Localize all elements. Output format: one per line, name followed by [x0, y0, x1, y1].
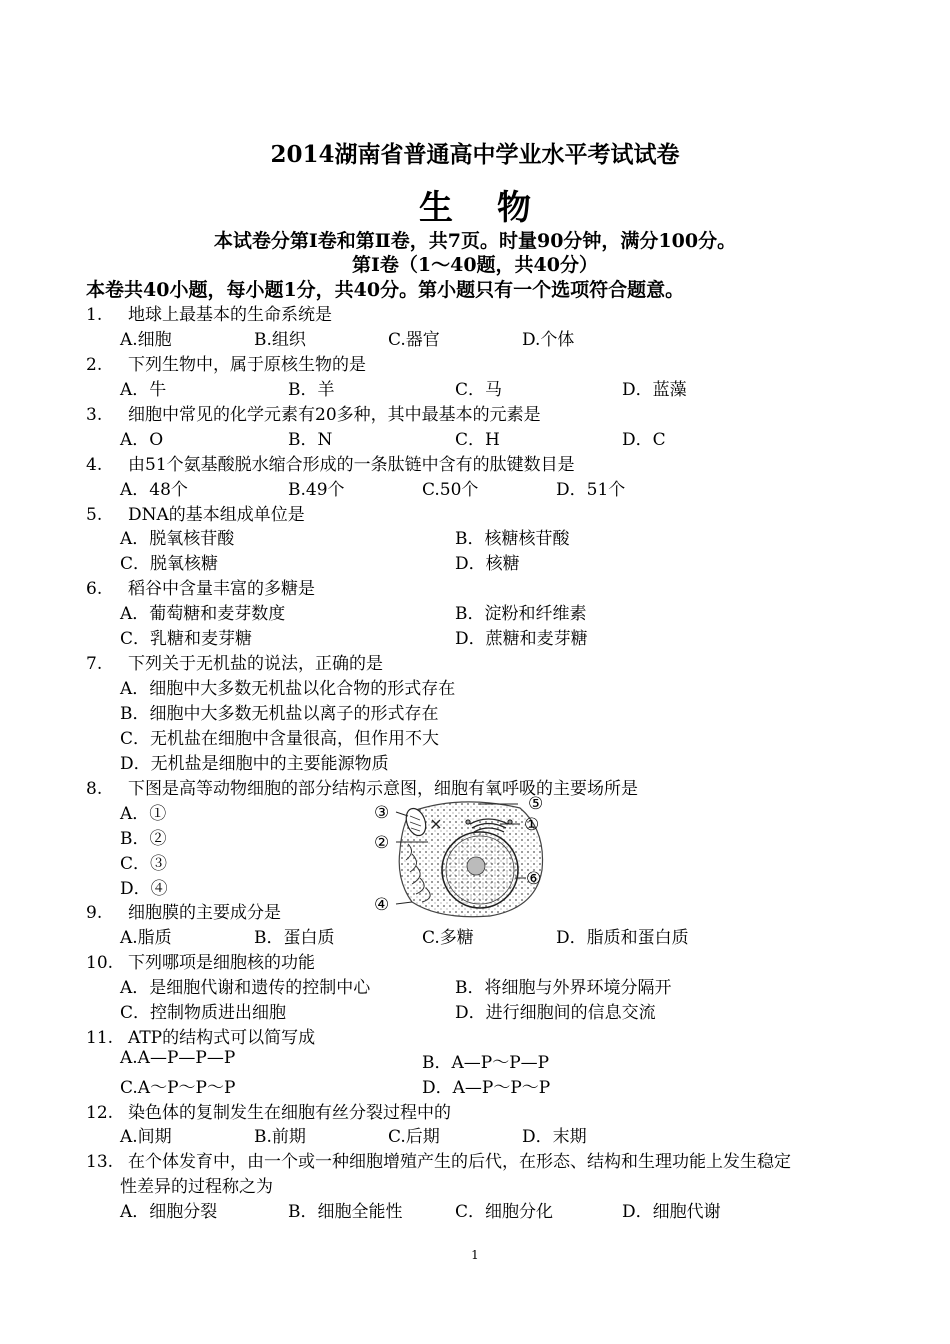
option: D．④ [120, 879, 168, 899]
option: D．无机盐是细胞中的主要能源物质 [120, 754, 389, 774]
option: A．48个 [120, 480, 188, 500]
option: D．脂质和蛋白质 [556, 928, 689, 948]
question-stem: 8. 下图是高等动物细胞的部分结构示意图，细胞有氧呼吸的主要场所是 [86, 779, 638, 799]
option: B．N [288, 430, 333, 450]
option: B．② [120, 829, 167, 849]
question-stem: 3. 细胞中常见的化学元素有20多种，其中最基本的元素是 [86, 405, 541, 425]
option: D．51个 [556, 480, 626, 500]
animal-cell-diagram [370, 790, 550, 920]
question-stem: 4. 由51个氨基酸脱水缩合形成的一条肽链中含有的肽键数目是 [86, 455, 575, 475]
option: B．淀粉和纤维素 [455, 604, 587, 624]
option: B．细胞中大多数无机盐以离子的形式存在 [120, 704, 439, 724]
question-stem: 9. 细胞膜的主要成分是 [86, 903, 281, 923]
option: C.50个 [422, 480, 479, 500]
option: C.A～P～P～P [120, 1078, 236, 1098]
option: D．C [622, 430, 666, 450]
option: A.细胞 [120, 330, 172, 350]
label-4: ④ [374, 895, 390, 915]
option: C．控制物质进出细胞 [120, 1003, 287, 1023]
option: D．A—P～P～P [422, 1078, 551, 1098]
option: B.前期 [254, 1127, 306, 1147]
option: C．③ [120, 854, 168, 874]
option: C．马 [455, 380, 503, 400]
option: D．进行细胞间的信息交流 [455, 1003, 656, 1023]
option: A．牛 [120, 380, 167, 400]
question-stem: 6. 稻谷中含量丰富的多糖是 [86, 579, 315, 599]
option: B．A—P～P—P [422, 1053, 550, 1073]
subject-title: 生物 [419, 188, 575, 228]
option: C.多糖 [422, 928, 474, 948]
nucleolus [467, 857, 485, 875]
option: A．O [120, 430, 164, 450]
option: A.A—P—P—P [120, 1048, 236, 1068]
label-6: ⑥ [526, 869, 542, 889]
question-stem-continued: 性差异的过程称之为 [120, 1177, 273, 1197]
option: A．① [120, 804, 167, 824]
option: B．将细胞与外界环境分隔开 [455, 978, 672, 998]
option: A．是细胞代谢和遗传的控制中心 [120, 978, 371, 998]
option: A．细胞分裂 [120, 1202, 218, 1222]
option: A．细胞中大多数无机盐以化合物的形式存在 [120, 679, 456, 699]
question-stem: 13. 在个体发育中，由一个或一种细胞增殖产生的后代，在形态、结构和生理功能上发生稳定 [86, 1152, 791, 1172]
option: A．葡萄糖和麦芽数度 [120, 604, 286, 624]
exam-info: 本试卷分第Ⅰ卷和第Ⅱ卷，共7页。时量90分钟，满分100分。 [213, 230, 737, 252]
option: C．无机盐在细胞中含量很高，但作用不大 [120, 729, 440, 749]
question-stem: 7. 下列关于无机盐的说法，正确的是 [86, 654, 383, 674]
option: B．细胞全能性 [288, 1202, 403, 1222]
option: A．脱氧核苷酸 [120, 529, 235, 549]
option: B．核糖核苷酸 [455, 529, 570, 549]
exam-title: 2014湖南省普通高中学业水平考试试卷 [270, 141, 680, 168]
option: D.个体 [522, 330, 575, 350]
option: B.49个 [288, 480, 345, 500]
option: B.组织 [254, 330, 306, 350]
page-number: 1 [471, 1248, 479, 1262]
option: C．H [455, 430, 500, 450]
option: B．蛋白质 [254, 928, 335, 948]
option: C.器官 [388, 330, 440, 350]
instructions: 本卷共40小题，每小题1分，共40分。第小题只有一个选项符合题意。 [86, 279, 685, 301]
option: C．细胞分化 [455, 1202, 554, 1222]
label-3: ③ [374, 803, 390, 823]
question-stem: 2. 下列生物中，属于原核生物的是 [86, 355, 366, 375]
part-title: 第Ⅰ卷（1～40题，共40分） [352, 254, 598, 276]
option: D．核糖 [455, 554, 520, 574]
question-stem: 10. 下列哪项是细胞核的功能 [86, 953, 315, 973]
question-stem: 11. ATP的结构式可以简写成 [86, 1028, 316, 1048]
option: D．蓝藻 [622, 380, 687, 400]
question-stem: 5. DNA的基本组成单位是 [86, 505, 305, 525]
label-2: ② [374, 833, 390, 853]
label-1: ① [524, 815, 540, 835]
label-5: ⑤ [528, 794, 544, 814]
question-stem: 1. 地球上最基本的生命系统是 [86, 305, 332, 325]
question-stem: 12. 染色体的复制发生在细胞有丝分裂过程中的 [86, 1103, 451, 1123]
option: D．蔗糖和麦芽糖 [455, 629, 588, 649]
option: A.脂质 [120, 928, 172, 948]
option: C．脱氧核糖 [120, 554, 219, 574]
option: A.间期 [120, 1127, 172, 1147]
option: D．末期 [522, 1127, 587, 1147]
option: C．乳糖和麦芽糖 [120, 629, 253, 649]
option: C.后期 [388, 1127, 440, 1147]
option: D．细胞代谢 [622, 1202, 721, 1222]
option: B．羊 [288, 380, 335, 400]
